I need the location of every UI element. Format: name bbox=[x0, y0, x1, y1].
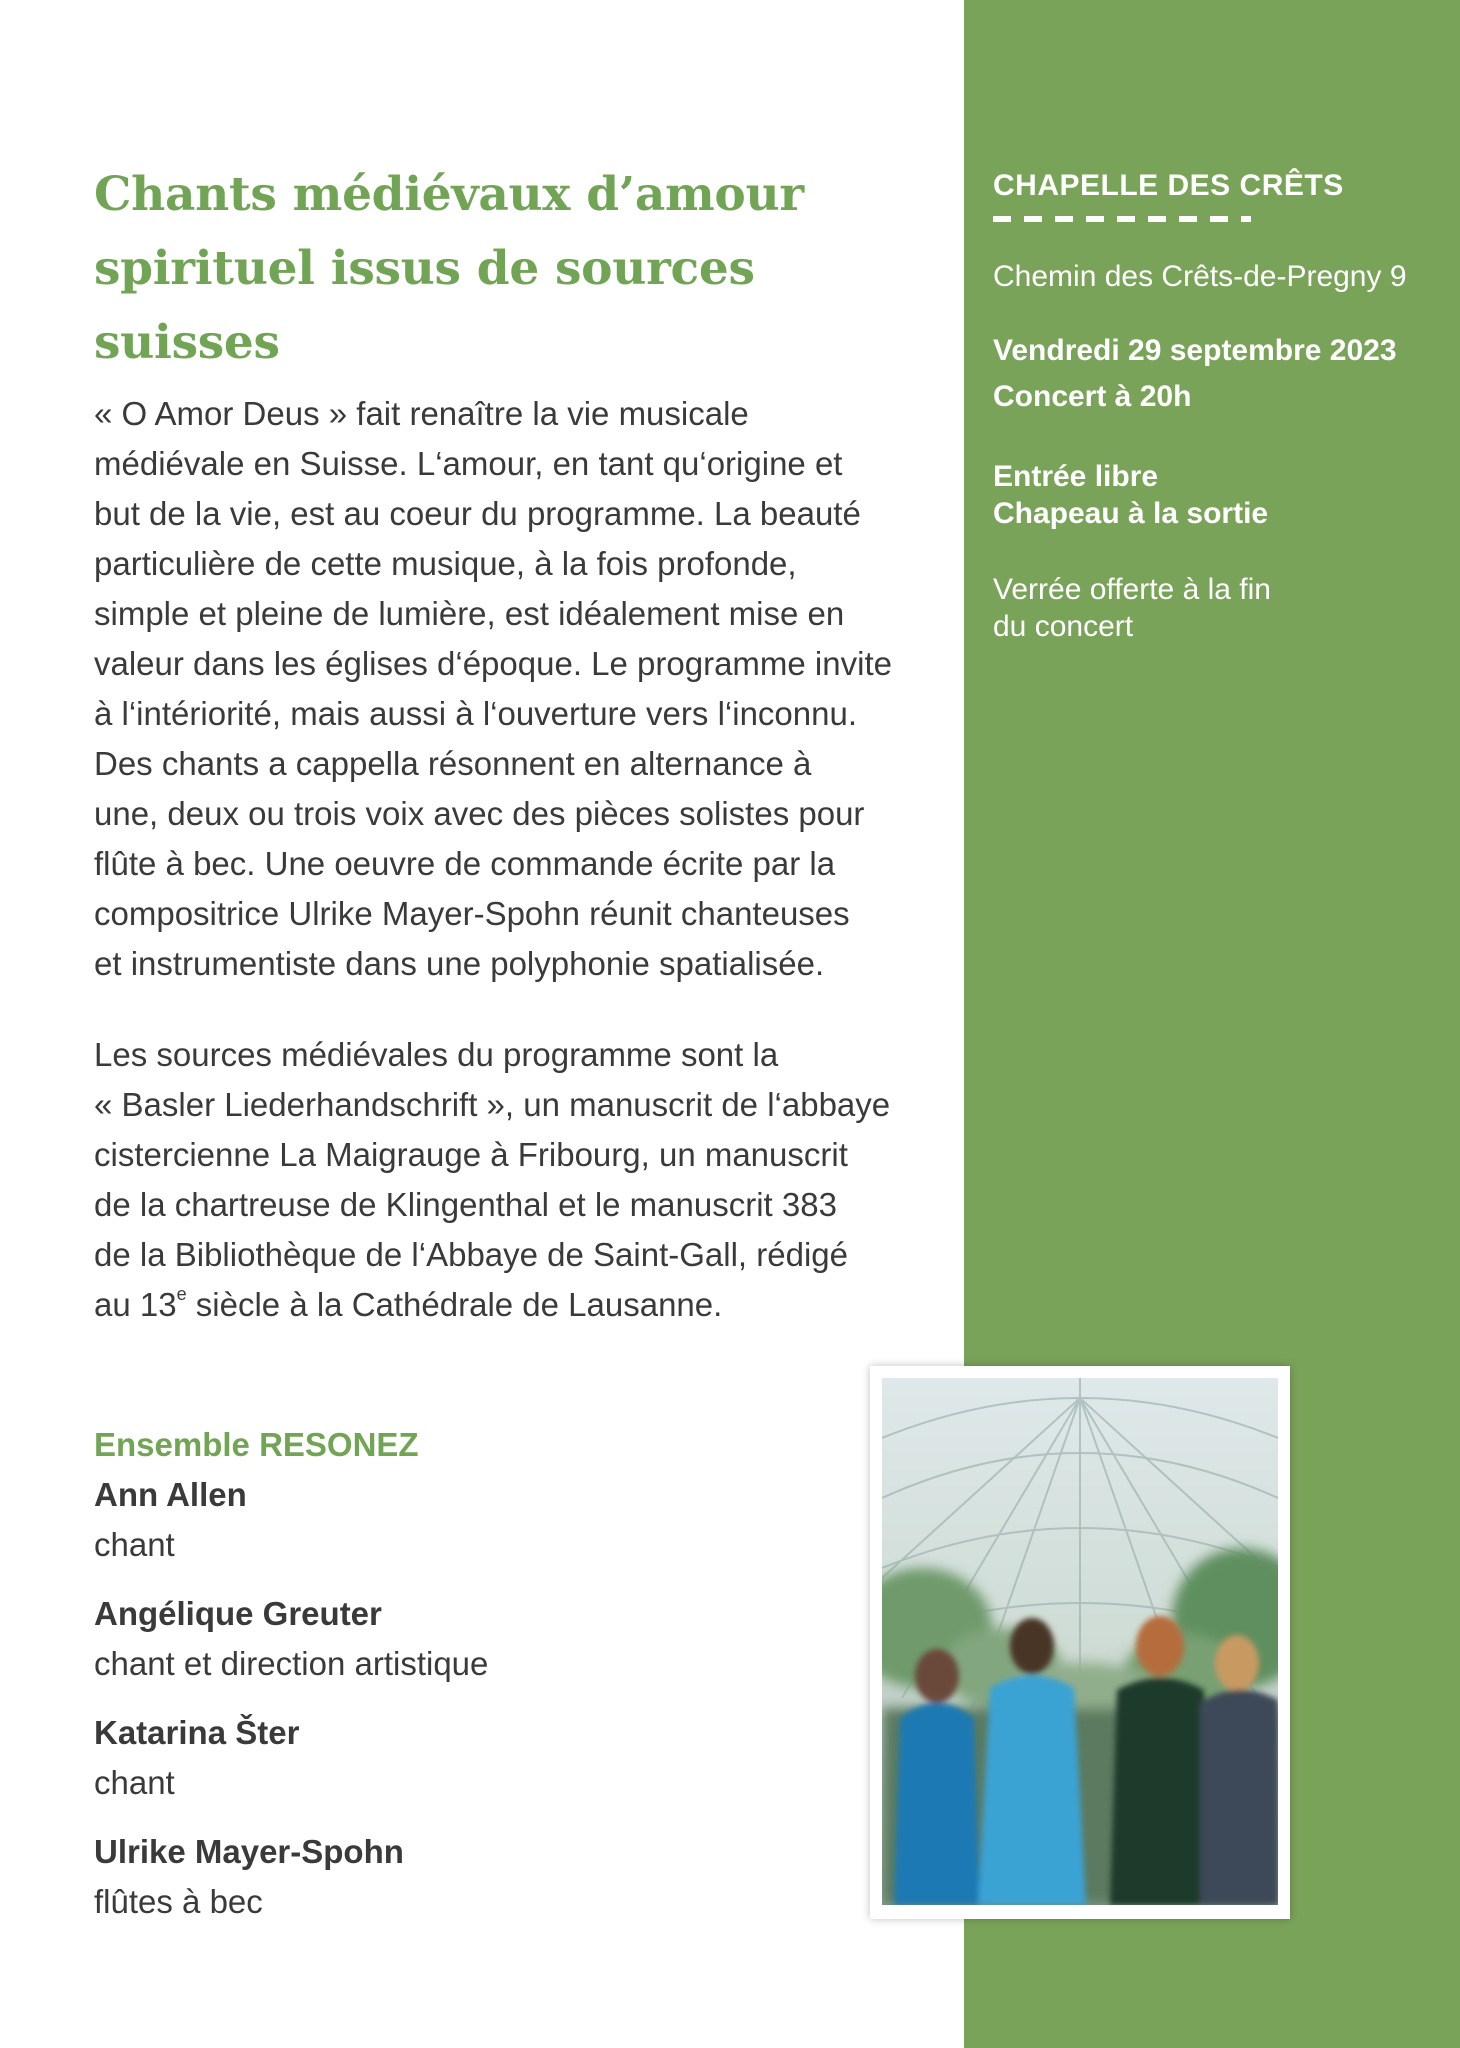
century-superscript: e bbox=[176, 1284, 187, 1304]
event-date: Vendredi 29 septembre 2023 bbox=[993, 334, 1397, 367]
entry-free: Entrée libre bbox=[993, 460, 1159, 493]
century-suffix: siècle à la Cathédrale de Lausanne. bbox=[186, 1286, 723, 1323]
reception-info bbox=[993, 571, 1453, 645]
paragraph-line: simple et pleine de lumière, est idéalement mise en bbox=[94, 595, 845, 632]
member-name: Katarina Šter bbox=[94, 1714, 300, 1751]
paragraph-line: de la Bibliothèque de l‘Abbaye de Saint-Gall, rédigé bbox=[94, 1236, 849, 1273]
member bbox=[94, 1827, 794, 1927]
entry-info bbox=[993, 458, 1453, 532]
member bbox=[94, 1589, 794, 1689]
member bbox=[94, 1708, 794, 1808]
paragraph-line: « Basler Liederhandschrift », un manuscrit de l‘abbaye bbox=[94, 1086, 891, 1123]
description-paragraph-1 bbox=[94, 389, 924, 989]
paragraph-line: Des chants a cappella résonnent en alternance à bbox=[94, 745, 812, 782]
ensemble-photo bbox=[882, 1378, 1278, 1905]
page-title bbox=[94, 158, 934, 380]
member-name: Ann Allen bbox=[94, 1476, 247, 1513]
dashed-divider bbox=[993, 216, 1251, 222]
paragraph-line: compositrice Ulrike Mayer-Spohn réunit chanteuses bbox=[94, 895, 850, 932]
member-role: chant bbox=[94, 1764, 175, 1801]
paragraph-line: valeur dans les églises d‘époque. Le programme invite bbox=[94, 645, 892, 682]
paragraph-line: de la chartreuse de Klingenthal et le manuscrit 383 bbox=[94, 1186, 837, 1223]
description-paragraph-2 bbox=[94, 1030, 924, 1330]
paragraph-line: médiévale en Suisse. L‘amour, en tant qu‘origine et bbox=[94, 445, 843, 482]
venue-name: CHAPELLE DES CRÊTS bbox=[993, 169, 1344, 202]
member-role: chant et direction artistique bbox=[94, 1645, 489, 1682]
member-name: Ulrike Mayer-Spohn bbox=[94, 1833, 404, 1870]
paragraph-line: particulière de cette musique, à la fois profonde, bbox=[94, 545, 797, 582]
member-name: Angélique Greuter bbox=[94, 1595, 382, 1632]
paragraph-line: à l‘intériorité, mais aussi à l‘ouverture vers l‘inconnu. bbox=[94, 695, 857, 732]
member bbox=[94, 1470, 794, 1570]
ensemble-photo-frame bbox=[870, 1366, 1290, 1919]
venue-address: Chemin des Crêts-de-Pregny 9 bbox=[993, 260, 1407, 293]
hat-collection: Chapeau à la sortie bbox=[993, 497, 1269, 530]
member-role: chant bbox=[94, 1526, 175, 1563]
event-date-time bbox=[993, 328, 1453, 420]
paragraph-line-last bbox=[94, 1280, 924, 1330]
paragraph-line: une, deux ou trois voix avec des pièces solistes pour bbox=[94, 795, 865, 832]
paragraph-line: flûte à bec. Une oeuvre de commande écrite par la bbox=[94, 845, 836, 882]
member-role: flûtes à bec bbox=[94, 1883, 263, 1920]
paragraph-line: et instrumentiste dans une polyphonie spatialisée. bbox=[94, 945, 825, 982]
title-line-1: Chants médiévaux d’amour bbox=[94, 167, 804, 222]
event-time: Concert à 20h bbox=[993, 380, 1192, 413]
century-prefix: au 13 bbox=[94, 1286, 177, 1323]
reception-line-2: du concert bbox=[993, 610, 1134, 643]
greenhouse-photo-illustration bbox=[882, 1378, 1278, 1905]
title-line-2: spirituel issus de sources suisses bbox=[94, 241, 755, 370]
paragraph-line: cistercienne La Maigrauge à Fribourg, un manuscrit bbox=[94, 1136, 848, 1173]
paragraph-line: but de la vie, est au coeur du programme. La beauté bbox=[94, 495, 861, 532]
reception-line-1: Verrée offerte à la fin bbox=[993, 573, 1271, 606]
ensemble-title: Ensemble RESONEZ bbox=[94, 1426, 419, 1463]
paragraph-line: Les sources médiévales du programme sont la bbox=[94, 1036, 779, 1073]
ensemble-section bbox=[94, 1420, 794, 1946]
paragraph-line: « O Amor Deus » fait renaître la vie musicale bbox=[94, 395, 749, 432]
